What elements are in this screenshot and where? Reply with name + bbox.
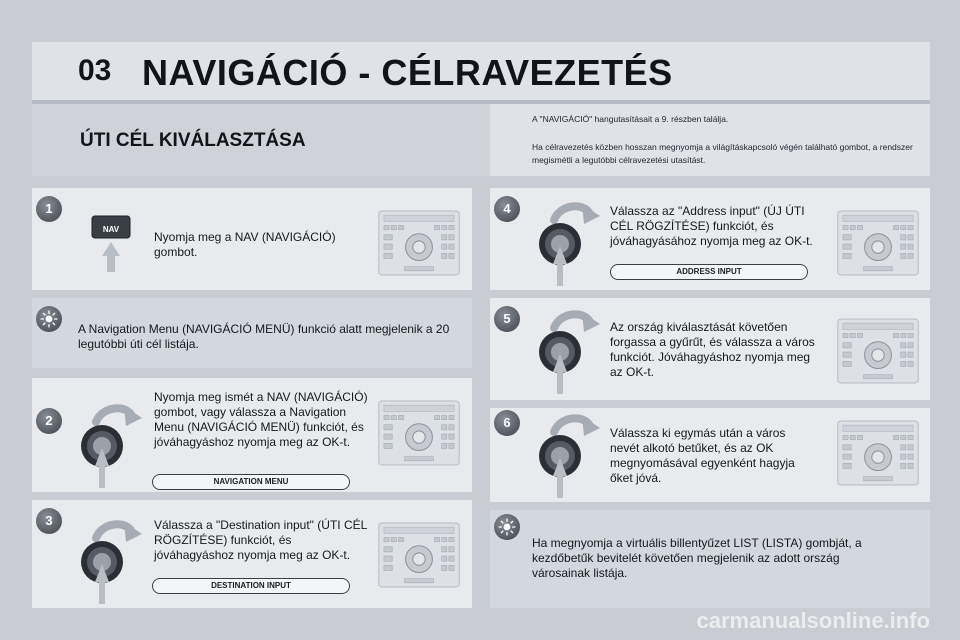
rotary-knob-icon	[536, 306, 606, 396]
watermark: carmanualsonline.info	[696, 608, 930, 633]
page-title: NAVIGÁCIÓ - CÉLRAVEZETÉS	[142, 52, 673, 93]
step-5-text: Az ország kiválasztását követően forgassa a gyűrűt, és válassza a város funkciót. Jóváhagyáshoz nyomja meg az OK-t.	[610, 320, 815, 379]
radio-unit-icon	[836, 210, 920, 276]
radio-unit-icon	[377, 522, 461, 588]
step-6-text: Válassza ki egymás után a város nevét alkotó betűket, és az OK megnyomásával egyenként hagyja őket jóvá.	[610, 426, 795, 485]
address-input-button[interactable]: ADDRESS INPUT	[610, 264, 808, 280]
section-title: ÚTI CÉL KIVÁLASZTÁSA	[80, 130, 306, 151]
step-6-badge: 6	[494, 410, 520, 436]
step-2-text: Nyomja meg ismét a NAV (NAVIGÁCIÓ) gombot, vagy válassza a Navigation Menu (NAVIGÁCIÓ MENÜ) funkciót, és jóváhagyáshoz nyomja meg az OK-t.	[154, 390, 368, 449]
radio-unit-icon	[836, 318, 920, 384]
rotary-knob-icon	[78, 516, 148, 606]
nav-key-label: NAV	[102, 225, 120, 234]
step-3-text: Válassza a "Destination input" (ÚTI CÉL RÖGZÍTÉSE) funkciót, és jóváhagyáshoz nyomja meg az OK-t.	[154, 518, 367, 562]
lightbulb-icon	[498, 518, 516, 536]
step-3-badge: 3	[36, 508, 62, 534]
info-line-2: Ha célravezetés közben hosszan megnyomja a világításkapcsoló végén található gombot, a rendszer megismétli a legutóbbi célravezetési utasítást.	[532, 142, 913, 165]
radio-unit-icon	[377, 400, 461, 466]
chapter-number: 03	[78, 54, 112, 87]
step-4-badge: 4	[494, 196, 520, 222]
step-1-badge: 1	[36, 196, 62, 222]
tip-1-text: A Navigation Menu (NAVIGÁCIÓ MENÜ) funkció alatt megjelenik a 20 legutóbbi úti cél listája.	[78, 322, 450, 351]
rotary-knob-icon	[78, 400, 148, 490]
step-4-text: Válassza az "Address input" (ÚJ ÚTI CÉL RÖGZÍTÉSE) funkciót, és jóváhagyásához nyomja meg az OK-t.	[610, 204, 813, 248]
radio-unit-icon	[836, 420, 920, 486]
tip-2-text: Ha megnyomja a virtuális billentyűzet LIST (LISTA) gombját, a kezdőbetűk bevitelét követően megjelenik az adott ország városainak listája.	[532, 536, 862, 580]
info-line-1: A "NAVIGÁCIÓ" hangutasításait a 9. részben találja.	[532, 114, 729, 124]
rotary-knob-icon	[536, 198, 606, 288]
radio-unit-icon	[377, 210, 461, 276]
destination-input-button[interactable]: DESTINATION INPUT	[152, 578, 350, 594]
tip-1-badge	[36, 306, 62, 332]
lightbulb-icon	[40, 310, 58, 328]
step-2-badge: 2	[36, 408, 62, 434]
nav-key-icon	[90, 212, 132, 274]
step-1-text: Nyomja meg a NAV (NAVIGÁCIÓ) gombot.	[154, 230, 336, 259]
navigation-menu-button[interactable]: NAVIGATION MENU	[152, 474, 350, 490]
step-5-badge: 5	[494, 306, 520, 332]
rotary-knob-icon	[536, 410, 606, 500]
tip-2-badge	[494, 514, 520, 540]
